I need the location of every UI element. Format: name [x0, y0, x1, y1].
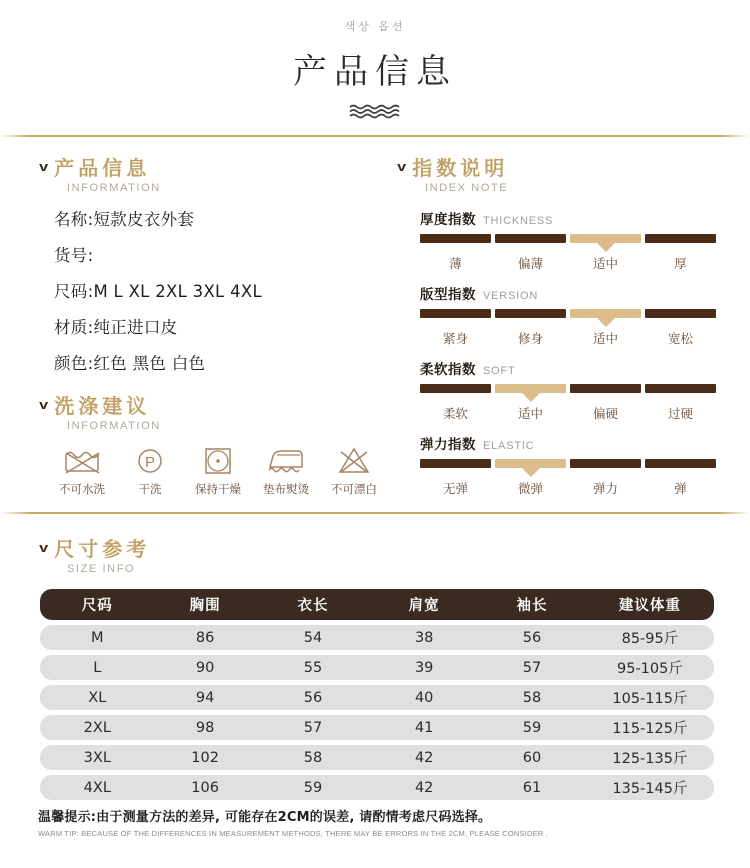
- index-option-label: 柔软: [442, 406, 468, 421]
- cell-length: 54: [303, 629, 323, 646]
- iron-with-cloth-icon: [264, 444, 308, 476]
- wash-care-item: [116, 444, 184, 497]
- left-column: [0, 152, 390, 508]
- cell-size: L: [93, 659, 102, 676]
- cell-size: XL: [88, 689, 107, 706]
- index-active-marker-icon: [522, 393, 540, 402]
- index-label-cn: 柔软指数: [420, 362, 476, 378]
- index-option[interactable]: [570, 459, 641, 497]
- index-active-marker-icon: [522, 468, 540, 477]
- cell-weight: 105-115斤: [612, 691, 688, 707]
- cell-sleeve: 60: [522, 749, 542, 766]
- cell-shoulder: 38: [414, 629, 434, 646]
- column-header-weight: 建议体重: [618, 598, 681, 614]
- column-header-length: 衣长: [297, 598, 329, 614]
- table-row: [40, 625, 714, 650]
- wave-divider-icon: [348, 103, 402, 119]
- size-table: [40, 589, 714, 800]
- cell-sleeve: 61: [522, 779, 542, 796]
- divider-top: [0, 135, 750, 137]
- section-title-cn: 指数说明: [412, 156, 509, 180]
- index-bar-row: [420, 384, 750, 422]
- cell-length: 59: [303, 779, 323, 796]
- cell-length: 55: [303, 659, 323, 676]
- no-bleach-icon: [334, 444, 374, 476]
- wash-care-label: 保持干燥: [195, 482, 241, 496]
- index-option-label: 适中: [517, 406, 543, 421]
- section-title-cn: 产品信息: [54, 156, 151, 180]
- cell-shoulder: 42: [414, 749, 434, 766]
- index-option-label: 紧身: [442, 331, 468, 346]
- cell-size: 2XL: [83, 719, 111, 736]
- no-machine-wash-icon: [62, 444, 102, 476]
- index-option[interactable]: [420, 234, 491, 272]
- chevron-down-icon: v: [397, 159, 407, 174]
- index-label-cn: 厚度指数: [420, 212, 476, 228]
- section-title-en: INDEX NOTE: [425, 182, 509, 194]
- index-option-label: 修身: [517, 331, 543, 346]
- info-line-name: 名称:短款皮衣外套: [54, 210, 195, 229]
- cell-shoulder: 39: [414, 659, 434, 676]
- section-size-info-heading: [40, 533, 714, 575]
- cell-weight: 85-95斤: [621, 631, 679, 647]
- page-title: 产品信息: [293, 52, 457, 92]
- column-header-shoulder: 肩宽: [408, 598, 440, 614]
- cell-weight: 95-105斤: [617, 661, 683, 677]
- index-option-label: 偏硬: [592, 406, 618, 421]
- table-row: [40, 715, 714, 740]
- index-group-version: [420, 283, 750, 347]
- cell-length: 56: [303, 689, 323, 706]
- warm-tip-en: WARM TIP: BECAUSE OF THE DIFFERENCES IN MEASUREMENT METHODS, THERE MAY BE ERRORS IN THE 2CM, PLEASE CONSIDER .: [38, 829, 548, 838]
- cell-weight: 135-145斤: [612, 781, 688, 797]
- cell-bust: 102: [191, 749, 219, 766]
- info-line-item-no: 货号:: [54, 246, 94, 265]
- index-option-label: 适中: [592, 331, 618, 346]
- cell-size: 3XL: [83, 749, 111, 766]
- index-option[interactable]: [420, 309, 491, 347]
- cell-shoulder: 40: [414, 689, 434, 706]
- table-row: [40, 775, 714, 800]
- cell-length: 58: [303, 749, 323, 766]
- wash-care-label: 不可漂白: [331, 482, 377, 496]
- info-line-sizes: 尺码:M L XL 2XL 3XL 4XL: [54, 282, 262, 301]
- index-label-en: ELASTIC: [483, 440, 535, 452]
- index-option[interactable]: [570, 309, 641, 347]
- index-label-en: SOFT: [483, 365, 516, 377]
- right-column: [390, 152, 750, 508]
- column-header-size: 尺码: [81, 598, 113, 614]
- wash-care-label: 垫布熨烫: [263, 482, 309, 496]
- cell-bust: 94: [195, 689, 215, 706]
- index-option[interactable]: [495, 384, 566, 422]
- chevron-down-icon: v: [39, 540, 49, 555]
- index-bar-row: [420, 234, 750, 272]
- index-option[interactable]: [495, 459, 566, 497]
- cell-sleeve: 57: [522, 659, 542, 676]
- svg-text:P: P: [144, 454, 156, 471]
- cell-sleeve: 58: [522, 689, 542, 706]
- keep-dry-icon: [198, 444, 238, 476]
- index-option[interactable]: [570, 234, 641, 272]
- table-row: [40, 655, 714, 680]
- cell-size: 4XL: [83, 779, 111, 796]
- index-option-label: 厚: [674, 256, 687, 271]
- warm-tip-cn: 温馨提示:由于测量方法的差异, 可能存在2CM的误差, 请酌情考虑尺码选择。: [38, 810, 492, 825]
- index-label-cn: 版型指数: [420, 287, 476, 303]
- cell-shoulder: 41: [414, 719, 434, 736]
- table-row: [40, 745, 714, 770]
- index-label-en: VERSION: [483, 290, 539, 302]
- index-label-en: THICKNESS: [483, 215, 554, 227]
- cell-bust: 98: [195, 719, 215, 736]
- index-option[interactable]: [645, 384, 716, 422]
- chevron-down-icon: v: [39, 159, 49, 174]
- index-bar-row: [420, 459, 750, 497]
- index-option-label: 偏薄: [517, 256, 543, 271]
- wash-care-block: [40, 390, 390, 497]
- section-title-en: INFORMATION: [67, 420, 161, 432]
- column-header-sleeve: 袖长: [516, 598, 548, 614]
- cell-length: 57: [303, 719, 323, 736]
- wash-care-label: 不可水洗: [59, 482, 105, 496]
- index-group-elastic: [420, 433, 750, 497]
- cell-bust: 86: [195, 629, 215, 646]
- section-title-cn: 洗涤建议: [54, 394, 151, 418]
- index-groups: [420, 208, 750, 497]
- wash-care-label: 干洗: [138, 482, 162, 496]
- section-product-info-heading: [40, 152, 390, 194]
- index-option[interactable]: [570, 384, 641, 422]
- index-option[interactable]: [420, 384, 491, 422]
- cell-size: M: [91, 629, 104, 646]
- index-option-label: 弹力: [592, 481, 618, 496]
- table-header-row: [40, 589, 714, 620]
- wash-care-item: [320, 444, 388, 497]
- cell-bust: 106: [191, 779, 219, 796]
- index-bar-row: [420, 309, 750, 347]
- index-option-label: 宽松: [667, 331, 693, 346]
- index-option[interactable]: [645, 459, 716, 497]
- index-option[interactable]: [645, 309, 716, 347]
- wash-care-item: [252, 444, 320, 497]
- index-option-label: 适中: [592, 256, 618, 271]
- warm-tip: [38, 806, 548, 838]
- index-group-thickness: [420, 208, 750, 272]
- divider-middle: [0, 512, 750, 514]
- chevron-down-icon: v: [39, 397, 49, 412]
- page-header: [0, 0, 750, 124]
- cell-weight: 125-135斤: [612, 751, 688, 767]
- index-active-marker-icon: [597, 243, 615, 252]
- main-columns: [0, 152, 750, 508]
- product-info-list: [54, 206, 390, 374]
- info-line-colors: 颜色:红色 黑色 白色: [54, 354, 206, 373]
- column-header-bust: 胸围: [189, 598, 221, 614]
- index-option-label: 过硬: [667, 406, 693, 421]
- cell-shoulder: 42: [414, 779, 434, 796]
- index-option[interactable]: [645, 234, 716, 272]
- wash-care-item: [184, 444, 252, 497]
- index-option-label: 微弹: [517, 481, 543, 496]
- section-index-note-heading: [398, 152, 750, 194]
- index-option-label: 弹: [674, 481, 687, 496]
- index-option[interactable]: [495, 309, 566, 347]
- section-title-en: SIZE INFO: [67, 563, 136, 575]
- section-title-cn: 尺寸参考: [54, 537, 151, 561]
- wash-care-item: [48, 444, 116, 497]
- index-group-soft: [420, 358, 750, 422]
- wash-care-icon-row: [48, 444, 390, 497]
- index-option[interactable]: [495, 234, 566, 272]
- index-option-label: 无弹: [442, 481, 468, 496]
- section-wash-care-heading: [40, 390, 390, 432]
- index-option-label: 薄: [449, 256, 462, 271]
- index-option[interactable]: [420, 459, 491, 497]
- cell-bust: 90: [195, 659, 215, 676]
- index-label-cn: 弹力指数: [420, 437, 476, 453]
- info-line-material: 材质:纯正进口皮: [54, 318, 178, 337]
- size-info-section: [40, 533, 714, 800]
- table-row: [40, 685, 714, 710]
- cell-sleeve: 59: [522, 719, 542, 736]
- index-active-marker-icon: [597, 318, 615, 327]
- section-title-en: INFORMATION: [67, 182, 161, 194]
- cell-weight: 115-125斤: [612, 721, 688, 737]
- cell-sleeve: 56: [522, 629, 542, 646]
- header-korean-label: 색상 옵션: [344, 20, 406, 33]
- dry-clean-p-icon: [130, 444, 170, 476]
